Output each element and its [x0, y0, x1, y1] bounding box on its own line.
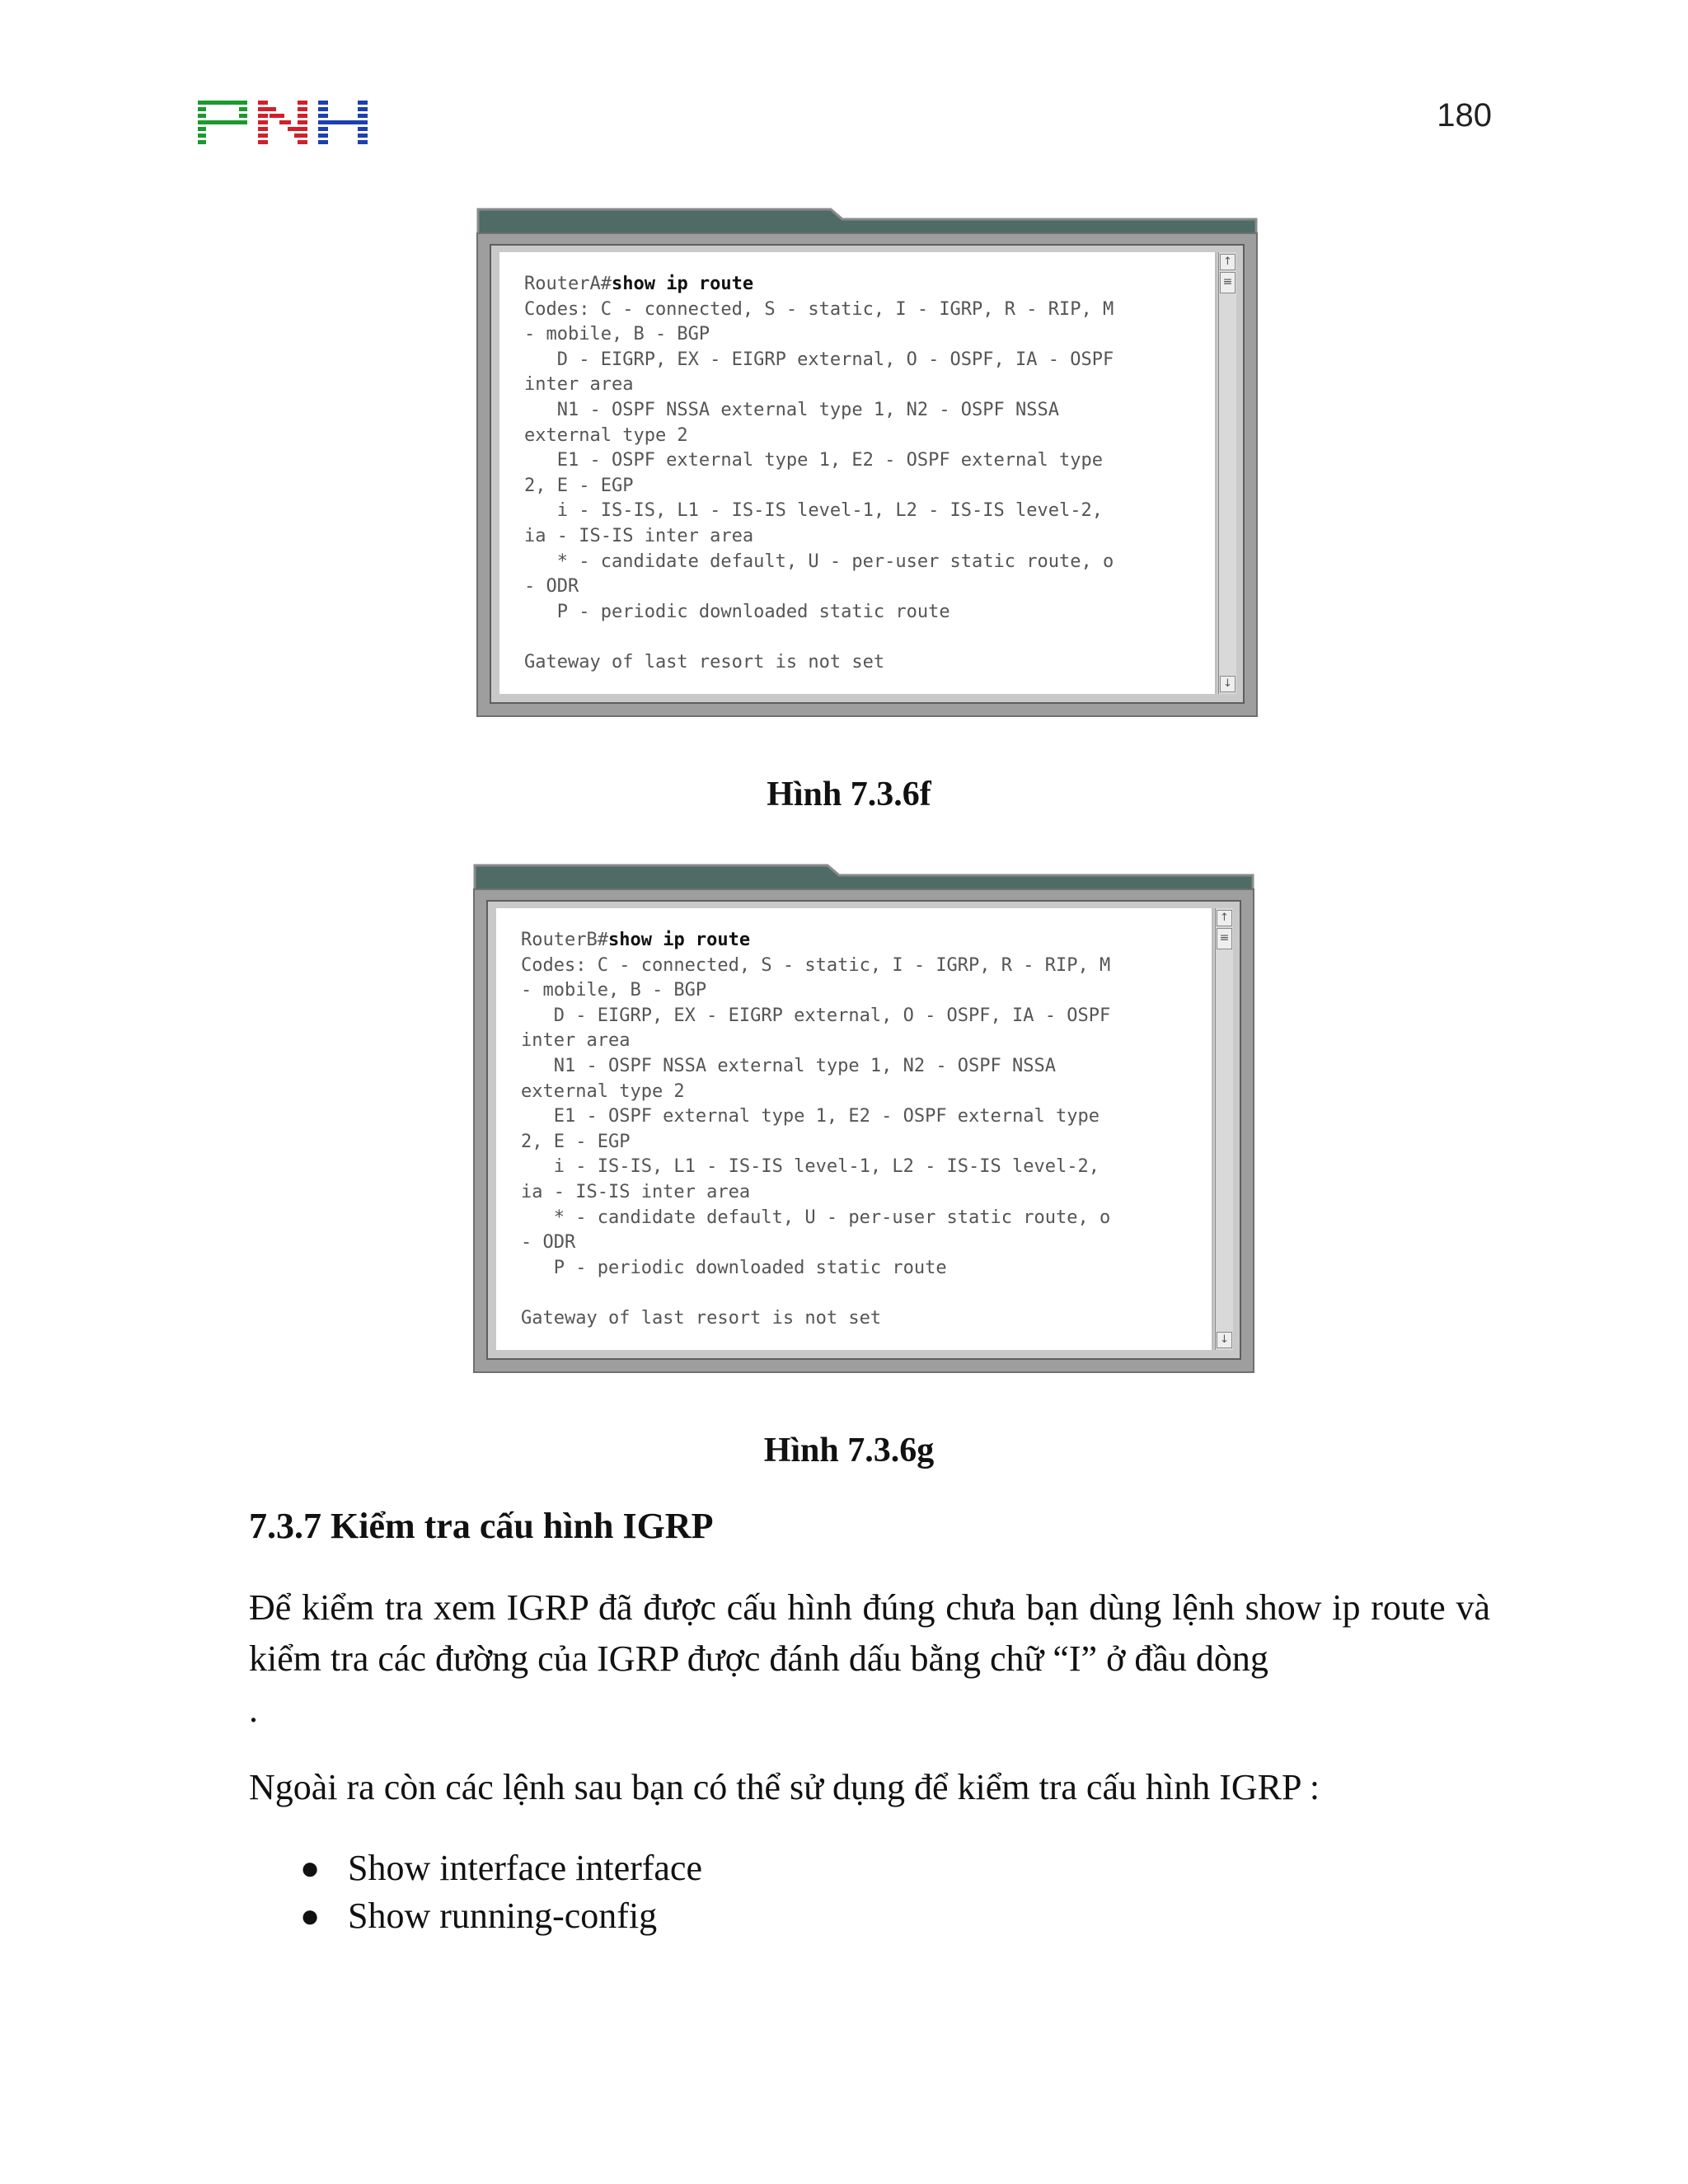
page-number: 180: [1437, 97, 1492, 134]
list-item-text: Show interface interface: [348, 1848, 702, 1888]
logo-stripe: [288, 127, 307, 131]
logo-stripe: [198, 107, 206, 111]
scroll-up-arrow-icon[interactable]: ↑: [1217, 910, 1232, 926]
logo-stripe: [258, 101, 268, 105]
terminal-prompt: RouterB#: [521, 930, 608, 950]
terminal-command: show ip route: [607, 930, 751, 950]
logo-stripe: [358, 101, 368, 105]
scroll-up-arrow-icon[interactable]: ↑: [1220, 254, 1236, 270]
pnh-logo: [198, 101, 368, 147]
vertical-scrollbar[interactable]: [1215, 908, 1233, 1350]
logo-stripe: [298, 101, 307, 105]
logo-stripe: [298, 120, 307, 124]
paragraph: [249, 1582, 1490, 1736]
scroll-down-arrow-icon[interactable]: ↓: [1217, 1332, 1232, 1348]
logo-stripe: [258, 120, 268, 124]
logo-stripe: [239, 114, 247, 118]
terminal-lines: Codes: C - connected, S - static, I - IGRP, R - RIP, M - mobile, B - BGP D - EIGRP, EX - EIGRP external, O - OSPF, IA - OSPF inter area N1 - OSPF NSSA external type 1, N2 - OSPF NSSA external type 2 E1 - OSPF external type 1, E2 - OSPF external type 2, E - EGP i - IS-IS, L1 - IS-IS level-1, L2 - IS-IS level-2, ia - IS-IS inter area * - candidate default, U - per-user static route, o - ODR P - periodic downloaded static route Gateway of last resort is not set: [521, 954, 1111, 1329]
logo-stripe: [298, 107, 307, 111]
logo-stripe: [358, 134, 368, 138]
list-item-text: Show running-config: [348, 1896, 658, 1936]
figure-caption: Hình 7.3.6g: [763, 1432, 935, 1469]
logo-stripe: [198, 127, 206, 131]
logo-stripe: [298, 140, 307, 144]
paragraph-end: .: [249, 1690, 258, 1730]
terminal-screen: [496, 908, 1213, 1350]
logo-stripe: [358, 127, 368, 131]
window-frame: [476, 232, 1258, 717]
command-list: [249, 1844, 702, 1940]
logo-stripe: [198, 101, 247, 105]
logo-stripe: [358, 107, 368, 111]
terminal-window-router-b: [473, 862, 1254, 1373]
logo-stripe: [198, 120, 247, 124]
list-item: [249, 1892, 702, 1940]
logo-stripe: [258, 107, 276, 111]
terminal-command: show ip route: [611, 274, 754, 294]
terminal-prompt: RouterA#: [524, 274, 612, 294]
bullet-icon: ●: [300, 1897, 321, 1934]
window-frame: [473, 888, 1254, 1373]
paragraph: Ngoài ra còn các lệnh sau bạn có thể sử dụng để kiểm tra cấu hình IGRP :: [249, 1767, 1320, 1807]
logo-stripe: [198, 140, 206, 144]
logo-stripe: [318, 127, 328, 131]
logo-stripe: [270, 114, 284, 118]
logo-stripe: [198, 114, 206, 118]
logo-stripe: [318, 140, 328, 144]
terminal-output: [521, 928, 1110, 1332]
logo-stripe: [298, 114, 307, 118]
logo-stripe: [239, 107, 247, 111]
logo-stripe: [318, 134, 328, 138]
logo-stripe: [258, 134, 268, 138]
logo-stripe: [318, 114, 328, 118]
logo-stripe: [318, 101, 328, 105]
terminal-window-router-a: [476, 206, 1258, 717]
bullet-icon: ●: [300, 1849, 321, 1886]
logo-stripe: [358, 140, 368, 144]
figure-caption: Hình 7.3.6f: [767, 776, 931, 813]
scroll-down-arrow-icon[interactable]: ↓: [1220, 676, 1236, 692]
logo-stripe: [258, 114, 268, 118]
scroll-thumb[interactable]: ≡: [1220, 272, 1236, 293]
terminal-screen: [499, 252, 1217, 694]
logo-stripe: [198, 134, 206, 138]
terminal-output: [524, 272, 1114, 676]
logo-stripe: [318, 107, 328, 111]
logo-stripe: [358, 114, 368, 118]
section-heading: 7.3.7 Kiểm tra cấu hình IGRP: [249, 1506, 714, 1546]
logo-stripe: [258, 127, 268, 131]
logo-stripe: [279, 120, 291, 124]
list-item: [249, 1844, 702, 1892]
terminal-lines: Codes: C - connected, S - static, I - IGRP, R - RIP, M - mobile, B - BGP D - EIGRP, EX - EIGRP external, O - OSPF, IA - OSPF inter area N1 - OSPF NSSA external type 1, N2 - OSPF NSSA external type 2 E1 - OSPF external type 1, E2 - OSPF external type 2, E - EGP i - IS-IS, L1 - IS-IS level-1, L2 - IS-IS level-2, ia - IS-IS inter area * - candidate default, U - per-user static route, o - ODR P - periodic downloaded static route Gateway of last resort is not set: [524, 298, 1114, 673]
logo-stripe: [294, 134, 307, 138]
paragraph-text: Để kiểm tra xem IGRP đã được cấu hình đúng chưa bạn dùng lệnh show ip route và kiểm tra các đường của IGRP được đánh dấu bằng chữ “I” ở đầu dòng: [249, 1587, 1490, 1679]
logo-stripe: [258, 140, 268, 144]
logo-stripe: [318, 120, 368, 124]
window-inner-border: [490, 244, 1245, 704]
vertical-scrollbar[interactable]: [1218, 252, 1236, 694]
window-inner-border: [486, 900, 1241, 1360]
scroll-thumb[interactable]: ≡: [1217, 928, 1232, 949]
